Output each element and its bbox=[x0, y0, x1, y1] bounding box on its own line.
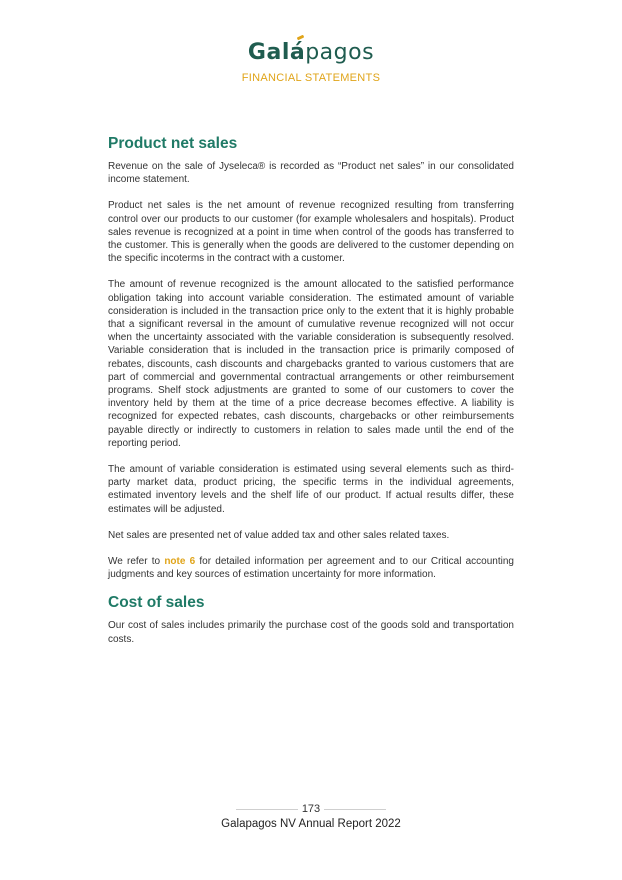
logo-rest-text: pagos bbox=[305, 40, 375, 65]
section-subtitle: FINANCIAL STATEMENTS bbox=[241, 72, 381, 84]
page-footer bbox=[0, 803, 622, 830]
page-header bbox=[0, 40, 622, 84]
cost-of-sales-section bbox=[108, 593, 514, 645]
note-6-link[interactable]: note 6 bbox=[164, 556, 196, 568]
main-content bbox=[108, 134, 514, 659]
report-title: Galapagos NV Annual Report 2022 bbox=[221, 818, 401, 830]
paragraph-cost-1: Our cost of sales includes primarily the purchase cost of the goods sold and transportation costs. bbox=[108, 620, 514, 645]
paragraph-product-5: Net sales are presented net of value added tax and other sales related taxes. bbox=[108, 529, 450, 541]
galapagos-logo bbox=[248, 40, 374, 66]
footer-rule-right bbox=[324, 809, 386, 810]
paragraph-product-2: Product net sales is the net amount of revenue recognized resulting from transferring control over our products to our customer (for example wholesalers and hospitals). Product sales revenue is recognized at a point in time when control of the goods has transferred to the customer. This is generally when the goods are delivered to the customer depending on the specific incoterms in the contract with a customer. bbox=[108, 200, 514, 265]
paragraph-product-6 bbox=[108, 555, 514, 581]
footer-rule-left bbox=[236, 809, 298, 810]
page-number-row bbox=[0, 803, 622, 815]
heading-cost-of-sales: Cost of sales bbox=[108, 594, 205, 612]
paragraph-6-lead: We refer to bbox=[108, 556, 165, 568]
heading-product-net-sales: Product net sales bbox=[108, 135, 238, 152]
logo-bold-text: Galá bbox=[248, 40, 305, 66]
paragraph-product-4: The amount of variable consideration is estimated using several elements such as third-party market data, product pricing, the specific terms in the individual agreements, estimated inventory levels and the shelf life of our product. If actual results differ, these estimates will be adjusted. bbox=[108, 464, 514, 515]
paragraph-6-tail: for detailed information per agreement and to our Critical accounting judgments and key sources of estimation uncertainty for more information. bbox=[108, 556, 514, 581]
paragraph-product-3: The amount of revenue recognized is the amount allocated to the satisfied performance obligation taking into account variable consideration. The estimated amount of variable consideration is included in the transaction price only to the extent that it is highly probable that a significant reversal in the amount of cumulative revenue recognized will not occur when the uncertainty associated with the variable consideration is subsequently resolved. Variable consideration that is included in the transaction price is primarily composed of rebates, discounts, cash discounts and chargebacks granted to various customers that are part of commercial and governmental contractual arrangements or other reimbursement programs. Shelf stock adjustments are granted to some of our customers to cover the inventory held by them at the time of a price decrease becomes effective. A liability is recognized for expected rebates, cash discounts, chargebacks or other reimbursements payable directly or indirectly to customers in relation to sales made until the end of the reporting period. bbox=[108, 279, 514, 449]
page-number: 173 bbox=[301, 803, 321, 815]
paragraph-product-1: Revenue on the sale of Jyseleca® is recorded as “Product net sales” in our consolidated income statement. bbox=[108, 161, 514, 186]
logo-accent-mark bbox=[297, 35, 305, 41]
